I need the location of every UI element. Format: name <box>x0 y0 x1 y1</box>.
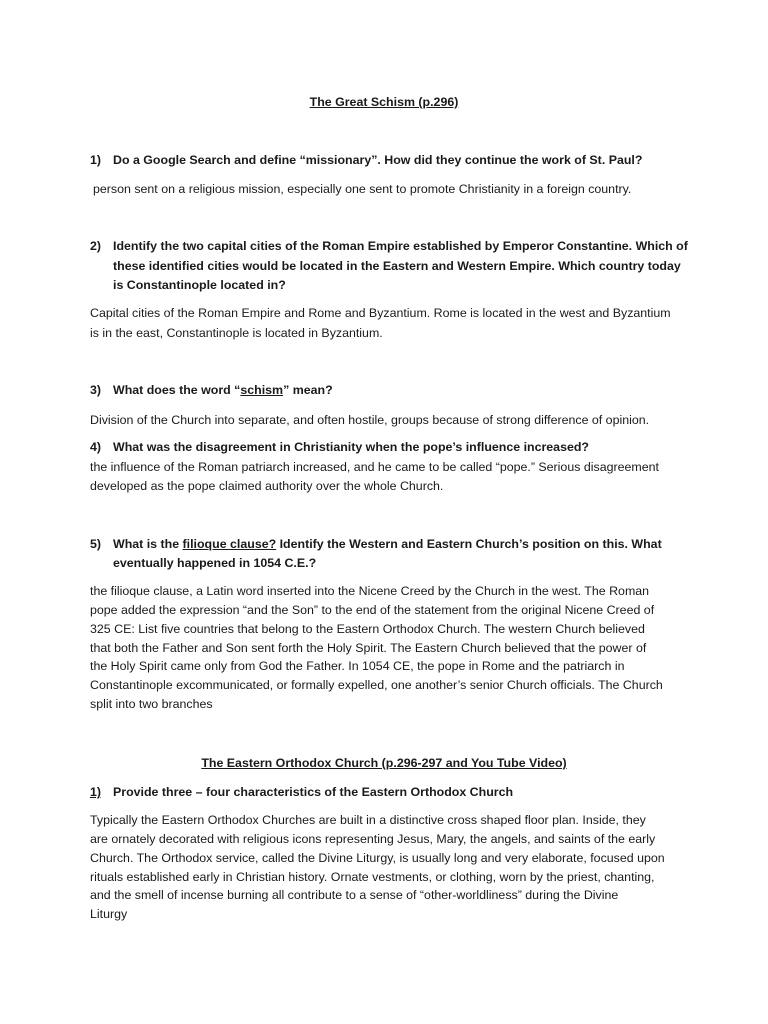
answer-line: Typically the Eastern Orthodox Churches are built in a distinctive cross shaped floor plan. Inside, they <box>90 813 646 827</box>
answer-3: Division of the Church into separate, and often hostile, groups because of strong difference of opinion. <box>90 413 650 427</box>
answer-line: the influence of the Roman patriarch increased, and he came to be called “pope.” Serious disagreement <box>90 460 659 474</box>
question-3 <box>90 382 333 398</box>
answer-line: Constantinople excommunicated, or formally expelled, one another’s senior Church officials. The Church <box>90 678 663 692</box>
question-text-line: eventually happened in 1054 C.E.? <box>113 556 317 570</box>
question-text-pre: What does the word “ <box>113 383 241 397</box>
question-number: 1) <box>90 153 102 167</box>
question-text-post: Identify the Western and Eastern Church’s position on this. What <box>276 537 662 551</box>
answer-1: person sent on a religious mission, especially one sent to promote Christianity in a foreign country. <box>93 182 632 196</box>
question-text-line: these identified cities would be located in the Eastern and Western Empire. Which country today <box>113 259 681 273</box>
question-4 <box>90 439 589 455</box>
answer-line: and the smell of incense burning all contribute to a sense of “other-worldliness” during the Divine <box>90 888 619 902</box>
question-number: 3) <box>90 383 102 397</box>
question-number: 4) <box>90 440 102 454</box>
question-text: What was the disagreement in Christianity when the pope’s influence increased? <box>113 440 589 454</box>
answer-line: that both the Father and Son sent forth the Holy Spirit. The Eastern Church believed that the power of <box>90 641 647 655</box>
question-2 <box>90 238 688 254</box>
document-title: The Great Schism (p.296) <box>309 95 459 109</box>
answer-line: rituals established early in Christian history. Ornate vestments, or clothing, worn by the priest, chanting, <box>90 870 655 884</box>
answer-line: is in the east, Constantinople is located in Byzantium. <box>90 326 383 340</box>
question-number: 1) <box>90 785 102 799</box>
question-text-pre: What is the <box>113 537 183 551</box>
answer-line: pope added the expression “and the Son” to the end of the statement from the original Nicene Creed of <box>90 603 655 617</box>
key-term: schism <box>240 383 284 397</box>
question-text-post: ” mean? <box>283 383 333 397</box>
answer-line: the Holy Spirit came only from God the Father. In 1054 CE, the pope in Rome and the patriarch in <box>90 659 625 673</box>
answer-line: Capital cities of the Roman Empire and Rome and Byzantium. Rome is located in the west and Byzantium <box>90 306 671 320</box>
answer-line: split into two branches <box>90 697 213 711</box>
question-text: Do a Google Search and define “missionary”. How did they continue the work of St. Paul? <box>113 153 643 167</box>
question-1 <box>90 152 642 168</box>
section-title: The Eastern Orthodox Church (p.296-297 and You Tube Video) <box>201 756 567 770</box>
question-text-line: Identify the two capital cities of the Roman Empire established by Emperor Constantine. Which of <box>113 239 688 253</box>
answer-line: Liturgy <box>90 907 128 921</box>
answer-line: the filioque clause, a Latin word inserted into the Nicene Creed by the Church in the west. The Roman <box>90 584 650 598</box>
question-number: 2) <box>90 239 102 253</box>
answer-line: are ornately decorated with religious icons representing Jesus, Mary, the angels, and saints of the early <box>90 832 656 846</box>
question-text: Provide three – four characteristics of the Eastern Orthodox Church <box>113 785 514 799</box>
section2-question-1 <box>90 784 513 800</box>
question-text-line: is Constantinople located in? <box>113 278 286 292</box>
answer-line: developed as the pope claimed authority over the whole Church. <box>90 479 444 493</box>
key-term: filioque clause? <box>182 537 277 551</box>
question-5 <box>90 536 662 552</box>
answer-line: Church. The Orthodox service, called the Divine Liturgy, is usually long and very elaborate, focused upon <box>90 851 665 865</box>
answer-line: 325 CE: List five countries that belong to the Eastern Orthodox Church. The western Church believed <box>90 622 645 636</box>
question-number: 5) <box>90 537 102 551</box>
